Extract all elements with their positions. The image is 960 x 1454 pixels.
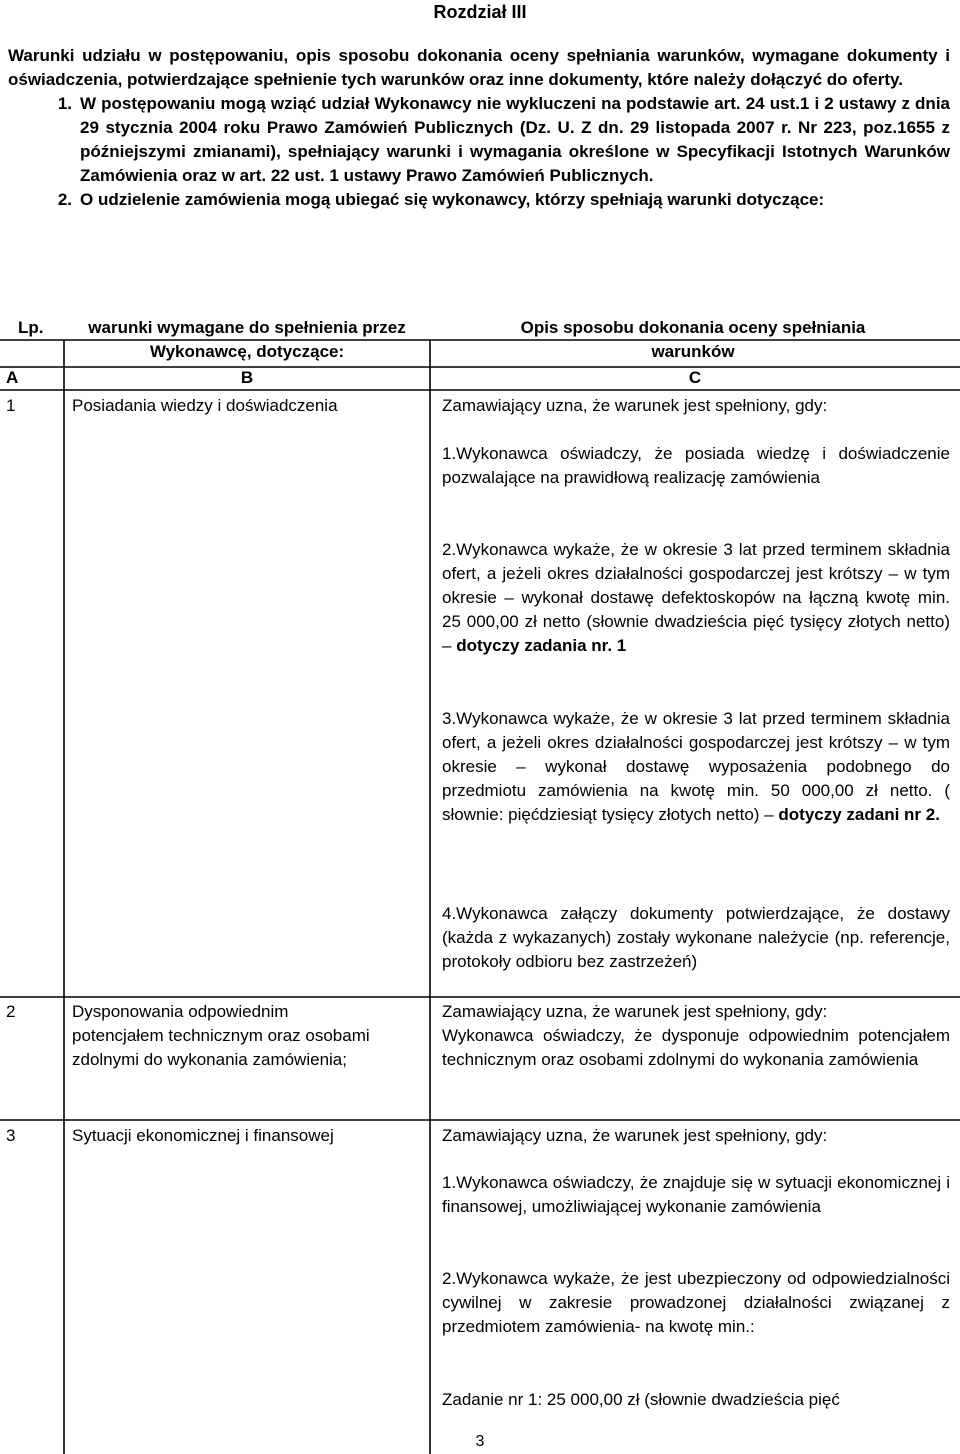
- row-3-point-1: 1.Wykonawca oświadczy, że znajduje się w sytuacji ekonomicznej i finansowej, umożliwiającej wykonanie zamówienia: [442, 1173, 950, 1216]
- row-3-point-2: 2.Wykonawca wykaże, że jest ubezpieczony od odpowiedzialności cywilnej w zakresie prowadzonej działalności związanej z przedmiotem zamówienia- na kwotę min.:: [442, 1269, 950, 1336]
- row-1-intro: Zamawiający uzna, że warunek jest spełniony, gdy:: [442, 396, 828, 415]
- column-letter-a: A: [6, 368, 19, 387]
- list-item-number: 1.: [57, 94, 72, 113]
- row-1-point-3-task: dotyczy zadani nr 2.: [778, 805, 940, 824]
- list-item-2: [8, 188, 950, 212]
- row-1-condition: Posiadania wiedzy i doświadczenia: [72, 396, 338, 415]
- row-3-condition: Sytuacji ekonomicznej i finansowej: [72, 1126, 334, 1145]
- list-item-text: O udzielenie zamówienia mogą ubiegać się wykonawcy, którzy spełniają warunki dotyczące:: [80, 190, 825, 209]
- list-item-1: [8, 92, 950, 188]
- row-3-lp: 3: [6, 1126, 16, 1145]
- column-letter-c: C: [688, 368, 702, 387]
- row-1-point-4: 4.Wykonawca załączy dokumenty potwierdzające, że dostawy (każda z wykazanych) zostały wykonane należycie (np. referencje, protokoły odbioru bez zastrzeżeń): [442, 904, 950, 971]
- row-3-point-3: Zadanie nr 1: 25 000,00 zł (słownie dwadzieścia pięć: [442, 1390, 840, 1409]
- list-item-text: W postępowaniu mogą wziąć udział Wykonawcy nie wykluczeni na podstawie art. 24 ust.1 i 2 ustawy z dnia 29 stycznia 2004 roku Prawo Zamówień Publicznych (Dz. U. Z dn. 29 listopada 2007 r. Nr 223, poz.1655 z późniejszymi zmianami), spełniający warunki i wymagania określone w Specyfikacji Istotnych Warunków Zamówienia oraz w art. 22 ust. 1 ustawy Prawo Zamówień Publicznych.: [80, 94, 950, 185]
- intro-section: [8, 44, 950, 212]
- column-letter-b: B: [240, 368, 254, 387]
- row-1-point-3: [442, 707, 950, 827]
- row-2-intro: Zamawiający uzna, że warunek jest spełniony, gdy:: [442, 1002, 828, 1021]
- row-2-condition: Dysponowania odpowiednim potencjałem technicznym oraz osobami zdolnymi do wykonania zamówienia;: [72, 1002, 370, 1069]
- row-1-point-2-text: 2.Wykonawca wykaże, że w okresie 3 lat przed terminem składnia ofert, a jeżeli okres działalności gospodarczej jest krótszy – w tym okresie – wykonał dostawę defektoskopów na łączną kwotę min. 25 000,00 zł netto (słownie dwadzieścia pięć tysięcy złotych netto) –: [442, 540, 950, 655]
- row-1-point-2: [442, 538, 950, 658]
- row-1-point-2-task: dotyczy zadania nr. 1: [456, 636, 627, 655]
- row-1-point-1: 1.Wykonawca oświadczy, że posiada wiedzę i doświadczenie pozwalające na prawidłową realizację zamówienia: [442, 444, 950, 487]
- intro-paragraph: Warunki udziału w postępowaniu, opis sposobu dokonania oceny spełniania warunków, wymagane dokumenty i oświadczenia, potwierdzające spełnienie tych warunków oraz inne dokumenty, które należy dołączyć do oferty.: [8, 46, 950, 89]
- list-item-number: 2.: [57, 190, 72, 209]
- row-3-intro: Zamawiający uzna, że warunek jest spełniony, gdy:: [442, 1126, 828, 1145]
- page-number: 3: [475, 1433, 485, 1450]
- row-2-lp: 2: [6, 1002, 16, 1021]
- header-assessment: Opis sposobu dokonania oceny spełniania warunków: [520, 318, 866, 361]
- row-1-lp: 1: [6, 396, 16, 415]
- chapter-title: Rozdział III: [433, 2, 527, 22]
- row-1-point-3-text: 3.Wykonawca wykaże, że w okresie 3 lat przed terminem składnia ofert, a jeżeli okres działalności gospodarczej jest krótszy – w tym okresie – wykonał dostawę wyposażenia podobnego do przedmiotu zamówienia na kwotę min. 50 000,00 zł netto. ( słownie: pięćdziesiąt tysięcy złotych netto) –: [442, 709, 950, 824]
- row-2-point-1: Wykonawca oświadczy, że dysponuje odpowiednim potencjałem technicznym oraz osobami zdolnymi do wykonania zamówienia: [442, 1026, 950, 1069]
- header-lp: Lp.: [18, 318, 44, 337]
- header-conditions: warunki wymagane do spełnienia przez Wykonawcę, dotyczące:: [88, 318, 406, 361]
